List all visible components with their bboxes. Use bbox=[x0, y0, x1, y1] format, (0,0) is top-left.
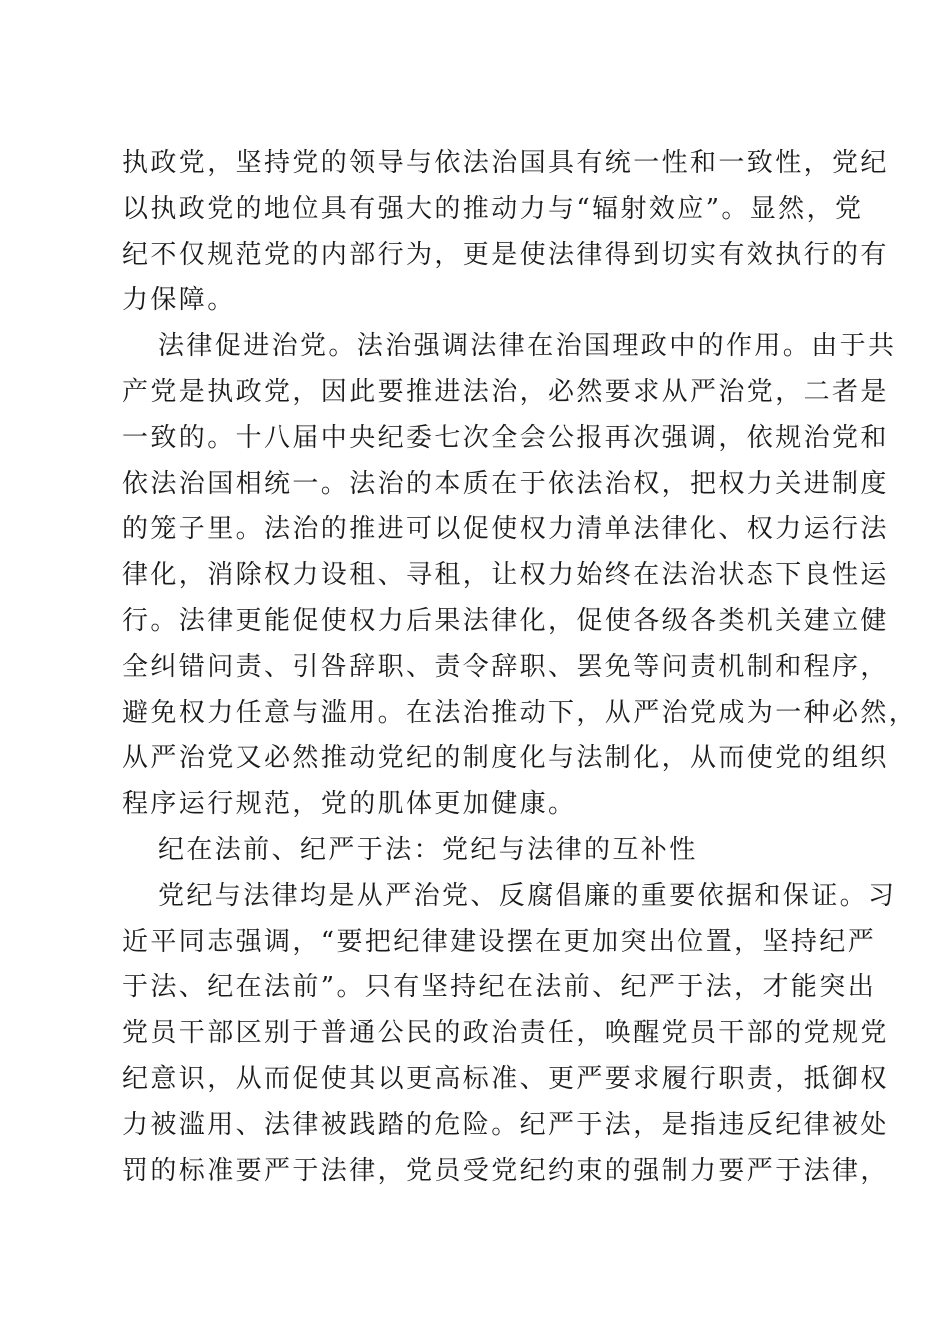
text-line: 全纠错问责、引咎辞职、责令辞职、罢免等问责机制和程序， bbox=[122, 651, 889, 682]
section-heading: 纪在法前、纪严于法：党纪与法律的互补性 bbox=[158, 834, 698, 865]
text-line: 罚的标准要严于法律，党员受党纪约束的强制力要严于法律， bbox=[122, 1155, 889, 1186]
text-line: 于法、纪在法前”。只有坚持纪在法前、纪严于法，才能突出 bbox=[122, 972, 877, 1003]
text-line: 纪意识，从而促使其以更高标准、更严要求履行职责，抵御权 bbox=[122, 1063, 889, 1094]
text-line: 程序运行规范，党的肌体更加健康。 bbox=[122, 789, 577, 820]
paragraph-start-line: 法律促进治党。法治强调法律在治国理政中的作用。由于共 bbox=[158, 331, 897, 362]
text-line: 避免权力任意与滥用。在法治推动下，从严治党成为一种必然， bbox=[122, 697, 918, 728]
text-line: 近平同志强调，“要把纪律建设摆在更加突出位置，坚持纪严 bbox=[122, 926, 877, 957]
text-line: 依法治国相统一。法治的本质在于依法治权，把权力关进制度 bbox=[122, 468, 889, 499]
text-line: 执政党，坚持党的领导与依法治国具有统一性和一致性，党纪 bbox=[122, 148, 889, 178]
text-line: 力被滥用、法律被践踏的危险。纪严于法，是指违反纪律被处 bbox=[122, 1109, 889, 1140]
text-line: 产党是执政党，因此要推进法治，必然要求从严治党，二者是 bbox=[122, 376, 889, 407]
text-line: 从严治党又必然推动党纪的制度化与法制化，从而使党的组织 bbox=[122, 743, 889, 774]
text-line: 律化，消除权力设租、寻租，让权力始终在法治状态下良性运 bbox=[122, 560, 889, 591]
text-line: 行。法律更能促使权力后果法律化，促使各级各类机关建立健 bbox=[122, 605, 889, 636]
text-line: 力保障。 bbox=[122, 285, 236, 316]
text-line: 以执政党的地位具有强大的推动力与“辐射效应”。显然，党 bbox=[122, 193, 864, 224]
text-line: 一致的。十八届中央纪委七次全会公报再次强调，依规治党和 bbox=[122, 422, 889, 453]
document-body bbox=[122, 141, 918, 1194]
text-line: 党员干部区别于普通公民的政治责任，唤醒党员干部的党规党 bbox=[122, 1018, 889, 1049]
text-line: 的笼子里。法治的推进可以促使权力清单法律化、权力运行法 bbox=[122, 514, 889, 545]
text-line: 纪不仅规范党的内部行为，更是使法律得到切实有效执行的有 bbox=[122, 239, 889, 270]
paragraph-start-line: 党纪与法律均是从严治党、反腐倡廉的重要依据和保证。习 bbox=[158, 880, 897, 911]
